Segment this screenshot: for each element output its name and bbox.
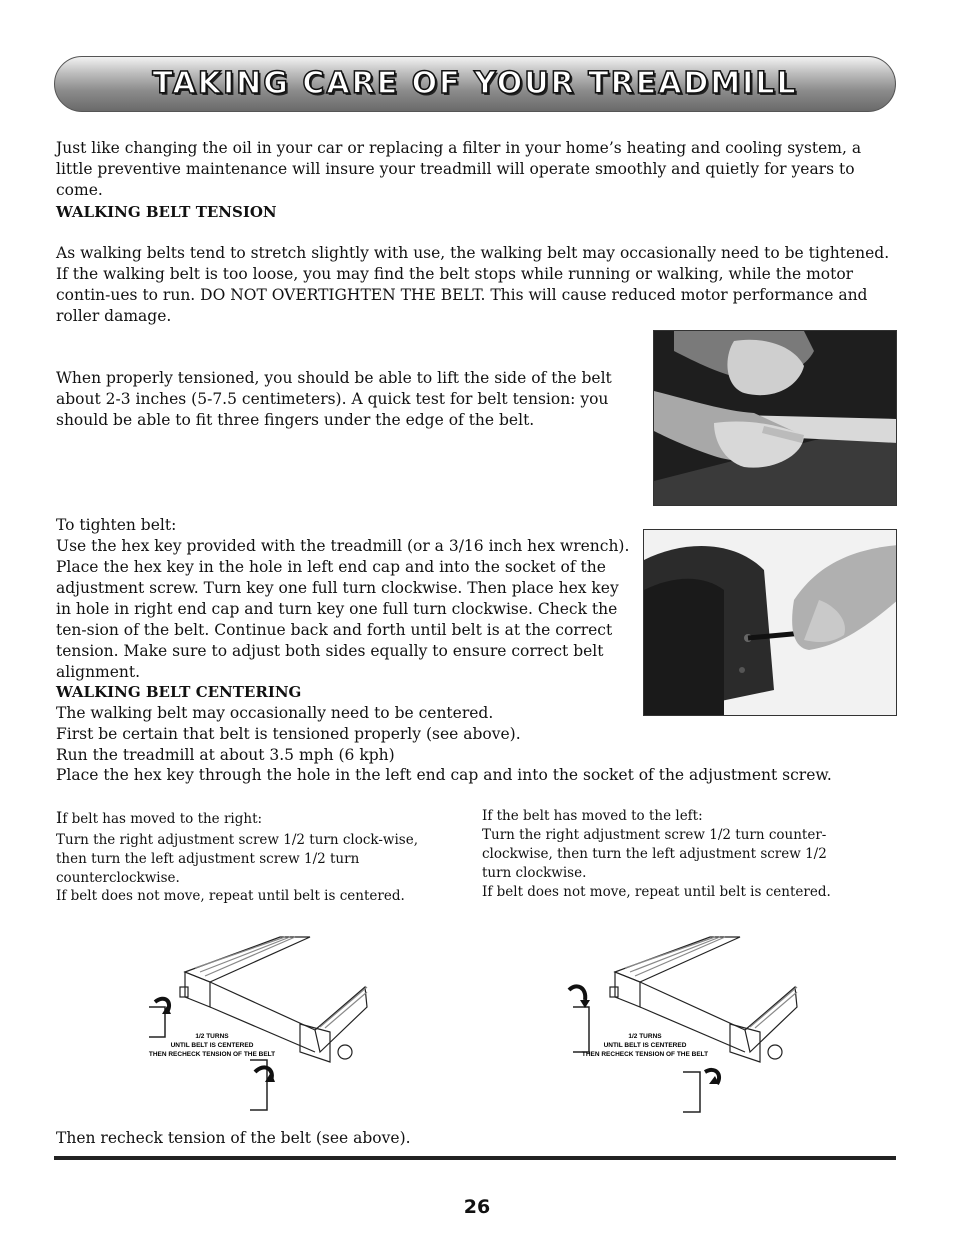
- moved-left-repeat: If belt does not move, repeat until belt is centered.: [482, 884, 831, 900]
- centering-line-3: Run the treadmill at about 3.5 mph (6 kph): [56, 746, 395, 764]
- belt-lift-illustration: [654, 331, 897, 506]
- footer-divider: [54, 1156, 896, 1160]
- centering-line-4: Place the hex key through the hole in the left end cap and into the socket of the adjustment screw.: [56, 766, 832, 784]
- centering-diagram-right: [135, 932, 385, 1117]
- moved-right-heading-text: f belt has moved to the right:: [62, 811, 263, 827]
- centering-diagram-left: [565, 932, 815, 1117]
- moved-left-heading: If the belt has moved to the left:: [482, 808, 703, 824]
- centering-line-2: First be certain that belt is tensioned properly (see above).: [56, 725, 521, 743]
- tighten-intro: To tighten belt:: [56, 516, 177, 534]
- moved-right-steps: Turn the right adjustment screw 1/2 turn clock-wise, then turn the left adjustment screw 1/2 turn counterclockwise.: [56, 832, 418, 886]
- treadmill-diagram-left-illustration: [565, 932, 815, 1117]
- page-title: TAKING CARE OF YOUR TREADMILL: [152, 66, 798, 101]
- diagram-right-label-1: 1/2 TURNS: [195, 1033, 229, 1040]
- moved-left-steps: Turn the right adjustment screw 1/2 turn counter-clockwise, then turn the left adjustment screw 1/2 turn clockwise.: [482, 827, 827, 881]
- recheck-tension-note: Then recheck tension of the belt (see above).: [56, 1129, 411, 1147]
- treadmill-diagram-right-illustration: [135, 932, 385, 1117]
- hex-key-illustration: [644, 530, 897, 716]
- diagram-left-label-1: 1/2 TURNS: [628, 1033, 662, 1040]
- diagram-left-label-2: UNTIL BELT IS CENTERED: [603, 1042, 687, 1049]
- tighten-steps: Use the hex key provided with the treadmill (or a 3/16 inch hex wrench). Place the hex key in the hole in left end cap and into the socket of the adjustment screw. Turn key one full turn clockwise. Then place hex key in hole in right end cap and turn key one full turn clockwise. Check the ten-sion of the belt. Continue back and forth until belt is at the correct tension. Make sure to adjust both sides equally to ensure correct belt alignment.: [56, 537, 630, 681]
- diagram-right-label-3: THEN RECHECK TENSION OF THE BELT: [148, 1051, 276, 1058]
- belt-centering-heading: WALKING BELT CENTERING: [56, 683, 302, 701]
- belt-tension-paragraph: As walking belts tend to stretch slightly with use, the walking belt may occasionally need to be tightened. If the walking belt is too loose, you may find the belt stops while running or walking, while the motor contin-ues to run. DO NOT OVERTIGHTEN THE BELT. This will cause reduced motor performance and roller damage.: [56, 244, 890, 325]
- centering-line-1: The walking belt may occasionally need to be centered.: [56, 704, 494, 722]
- title-banner: [54, 56, 896, 112]
- diagram-left-label-3: THEN RECHECK TENSION OF THE BELT: [581, 1051, 709, 1058]
- belt-tension-heading: WALKING BELT TENSION: [56, 203, 277, 221]
- belt-lift-photo: [653, 330, 897, 506]
- moved-right-heading-initial: I: [56, 808, 63, 827]
- moved-right-heading: [56, 808, 426, 829]
- hex-key-photo: [643, 529, 897, 716]
- tension-test-paragraph: When properly tensioned, you should be able to lift the side of the belt about 2-3 inches (5-7.5 centimeters). A quick test for belt tension: you should be able to fit three fingers under the edge of the belt.: [56, 369, 612, 429]
- page-number: 26: [463, 1196, 491, 1218]
- intro-paragraph: Just like changing the oil in your car or replacing a filter in your home’s heating and cooling system, a little preventive maintenance will insure your treadmill will operate smoothly and quietly for years to come.: [56, 139, 862, 199]
- diagram-right-label-2: UNTIL BELT IS CENTERED: [170, 1042, 254, 1049]
- moved-right-repeat: If belt does not move, repeat until belt is centered.: [56, 888, 405, 904]
